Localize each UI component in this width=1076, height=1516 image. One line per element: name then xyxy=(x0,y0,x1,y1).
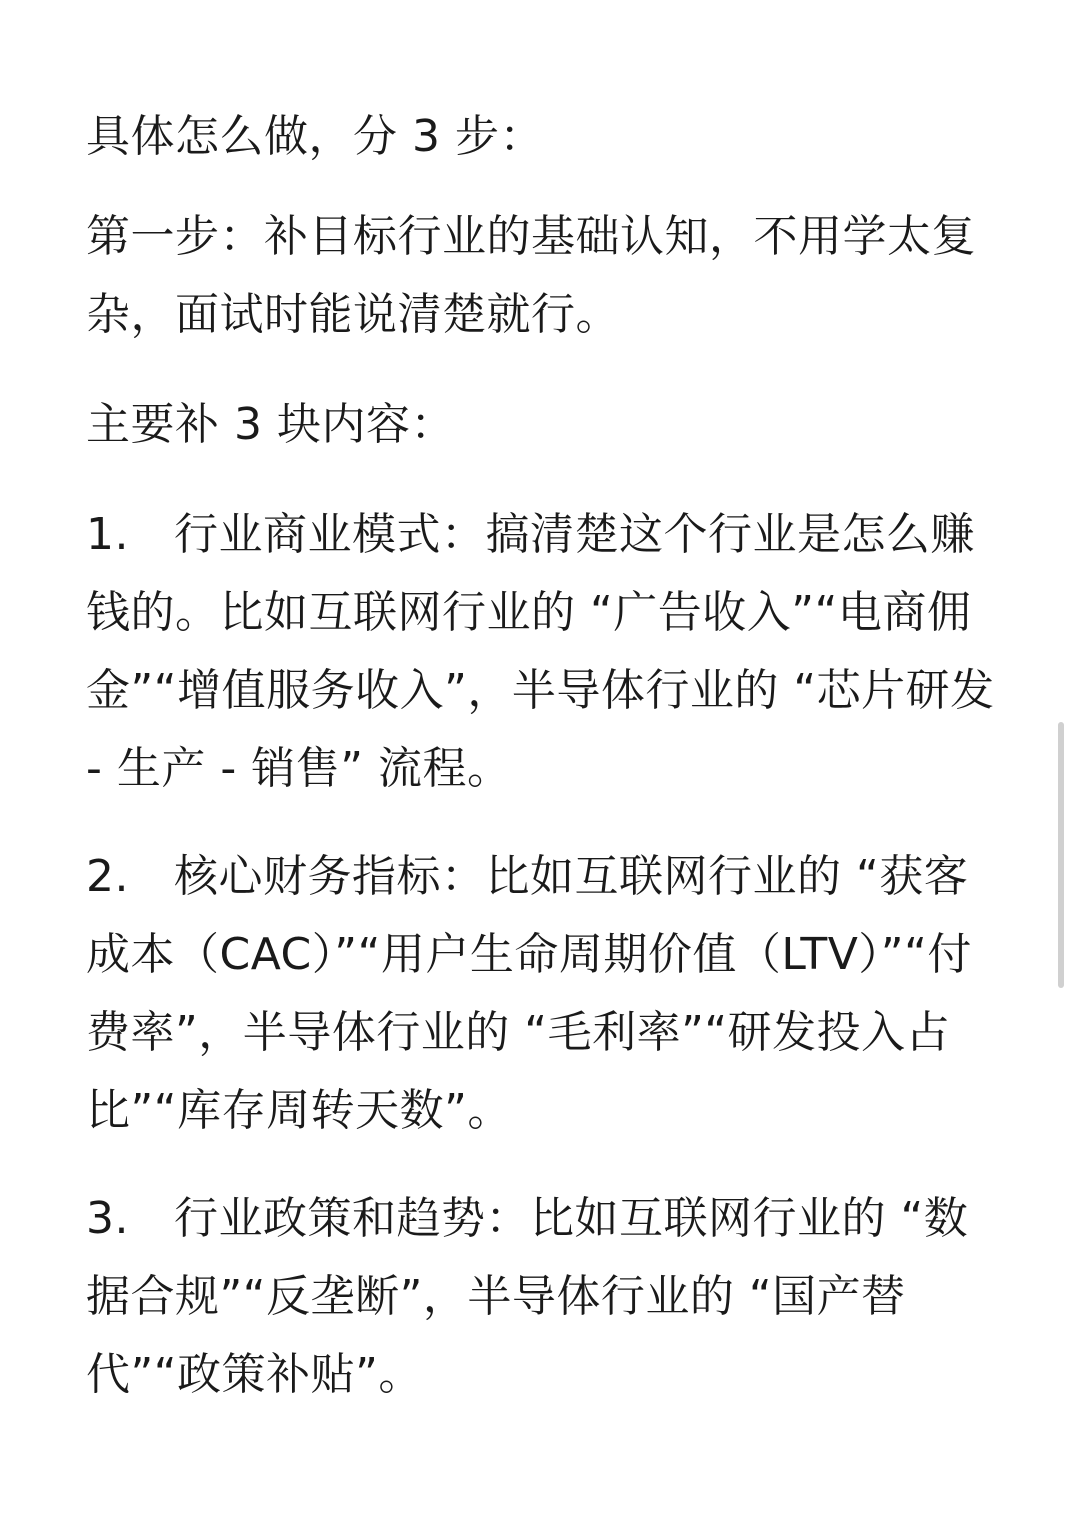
article-content xyxy=(86,98,996,1444)
list-item-text: 核心财务指标：比如互联网行业的 “获客成本（CAC）”“用户生命周期价值（LTV）”“付费率”，半导体行业的 “毛利率”“研发投入占比”“库存周转天数”。 xyxy=(86,851,972,1136)
intro-paragraph: 具体怎么做，分 3 步： xyxy=(86,111,544,162)
vertical-scrollbar[interactable] xyxy=(1058,722,1064,988)
list-item-number: 3. xyxy=(86,1193,129,1244)
list-item xyxy=(86,1180,996,1414)
list-item-text: 行业政策和趋势：比如互联网行业的 “数据合规”“反垄断”，半导体行业的 “国产替代”“政策补贴”。 xyxy=(86,1193,969,1400)
list-item-number: 1. xyxy=(86,509,129,560)
subheading-paragraph: 主要补 3 块内容： xyxy=(86,399,455,450)
list-item xyxy=(86,496,996,808)
step1-paragraph: 第一步：补目标行业的基础认知，不用学太复杂，面试时能说清楚就行。 xyxy=(86,211,976,340)
list-item xyxy=(86,838,996,1150)
list-item-number: 2. xyxy=(86,851,129,902)
list-item-text: 行业商业模式：搞清楚这个行业是怎么赚钱的。比如互联网行业的 “广告收入”“电商佣金”“增值服务收入”，半导体行业的 “芯片研发 - 生产 - 销售” 流程。 xyxy=(86,509,995,794)
